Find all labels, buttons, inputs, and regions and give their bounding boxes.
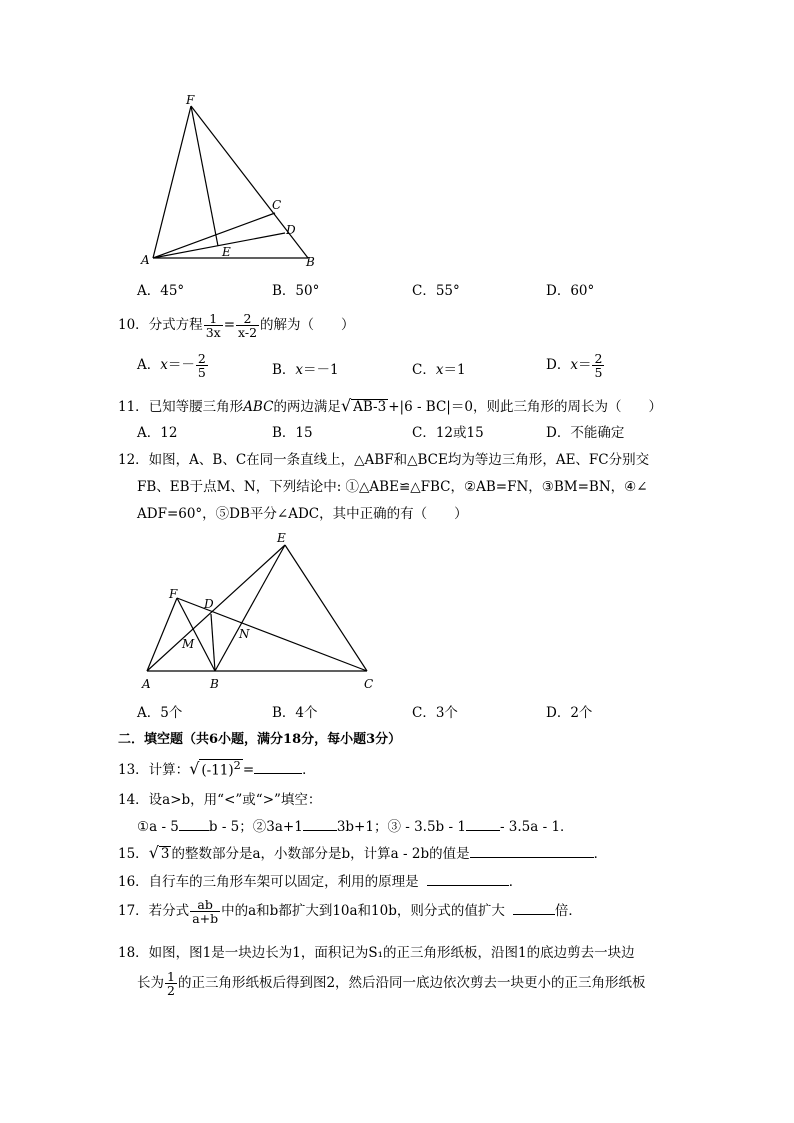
q12-line1: 12．如图，A、B、C在同一条直线上，△ABF和△BCE均为等边三角形，AE、FC分别交 [118,452,650,468]
label-n: N [239,627,250,641]
q12-option-d[interactable]: D．2个 [546,705,593,721]
q12-option-a[interactable]: A．5个 [137,705,183,721]
q18-line2: 长为 $\frac{1}{2}$ 的正三角形纸板后得到图2，然后沿同一底边依次剪去一块更小的正三角形纸板 [137,969,646,999]
q11-option-d[interactable]: D．不能确定 [546,425,625,441]
label-c: C [364,677,374,691]
q11-stem: 11．已知等腰三角形ABC的两边满足√ AB-3 +|6 - BC|＝0，则此三角形的周长为（ ） [118,396,662,415]
q14-blank-1[interactable] [179,818,209,831]
q17-stem: 17．若分式 $\frac{ab}{a+b}$ 中的a和b都扩大到10a和10b，则分式的值扩大 倍． [118,897,582,927]
label-f: F [169,587,178,601]
q10-option-d[interactable]: D．x＝ $\frac{2}{5}$ [546,351,603,381]
label-b: B [210,677,219,691]
q14-stem: 14．设a>b，用“<”或“>”填空： [118,792,322,808]
q13-stem: 13．计算：√ $(-11)^2$ = ． [118,758,316,778]
q13-answer-blank[interactable] [254,761,302,774]
q11-option-c[interactable]: C．12或15 [412,425,484,441]
q12-line2: FB、EB于点M、N，下列结论中: ①△ABE≌△FBC，②AB=FN，③BM=BN，④∠ [137,479,648,495]
q9-option-d[interactable]: D．60° [546,283,595,299]
q9-option-c[interactable]: C．55° [412,283,460,299]
q17-answer-blank[interactable] [513,902,555,915]
q9-option-b[interactable]: B．50° [272,283,320,299]
q10-option-b[interactable]: B．x＝－1 [272,362,339,378]
label-d: D [286,223,296,237]
q9-option-a[interactable]: A．45° [137,283,185,299]
q15-stem: 15．√ 3 的整数部分是a，小数部分是b，计算a - 2b的值是 ． [118,843,608,862]
label-c: C [272,198,282,212]
figure-triangle-afb [138,92,328,272]
q10-stem: 10．分式方程 $\frac{1}{3x}$ = $\frac{2}{x-2}$ 的解为（ ） [118,311,355,341]
q14-blank-3[interactable] [466,818,500,831]
label-f: F [186,93,195,107]
q11-option-b[interactable]: B．15 [272,425,313,441]
section-title-fill-in: 二．填空题（共6小题，满分18分，每小题3分） [118,732,402,747]
label-d: D [204,597,214,611]
q10-option-c[interactable]: C．x＝1 [412,362,466,378]
q12-option-b[interactable]: B．4个 [272,705,318,721]
label-a: A [142,677,151,691]
q14-parts: ①a - 5 b - 5；②3a+1 3b+1；③ - 3.5b - 1 - 3.5a - 1． [137,819,574,835]
label-e: E [277,531,286,545]
label-b: B [306,255,315,269]
label-e: E [222,245,231,259]
label-m: M [182,637,195,651]
label-a: A [141,253,150,267]
q18-line1: 18．如图，图1是一块边长为1，面积记为S₁的正三角形纸板，沿图1的底边剪去一块边 [118,945,635,961]
q16-stem: 16．自行车的三角形车架可以固定，利用的原理是 ． [118,874,523,890]
q12-option-c[interactable]: C．3个 [412,705,458,721]
q10-option-a[interactable]: A．x＝－ $\frac{2}{5}$ [137,351,206,381]
q14-blank-2[interactable] [303,818,337,831]
figure-equilateral-triangles [135,528,385,693]
q11-option-a[interactable]: A．12 [137,425,178,441]
q15-answer-blank[interactable] [470,845,594,858]
q16-answer-blank[interactable] [427,873,509,886]
q12-line3: ADF=60°，⑤DB平分∠ADC，其中正确的有（ ） [137,506,468,522]
